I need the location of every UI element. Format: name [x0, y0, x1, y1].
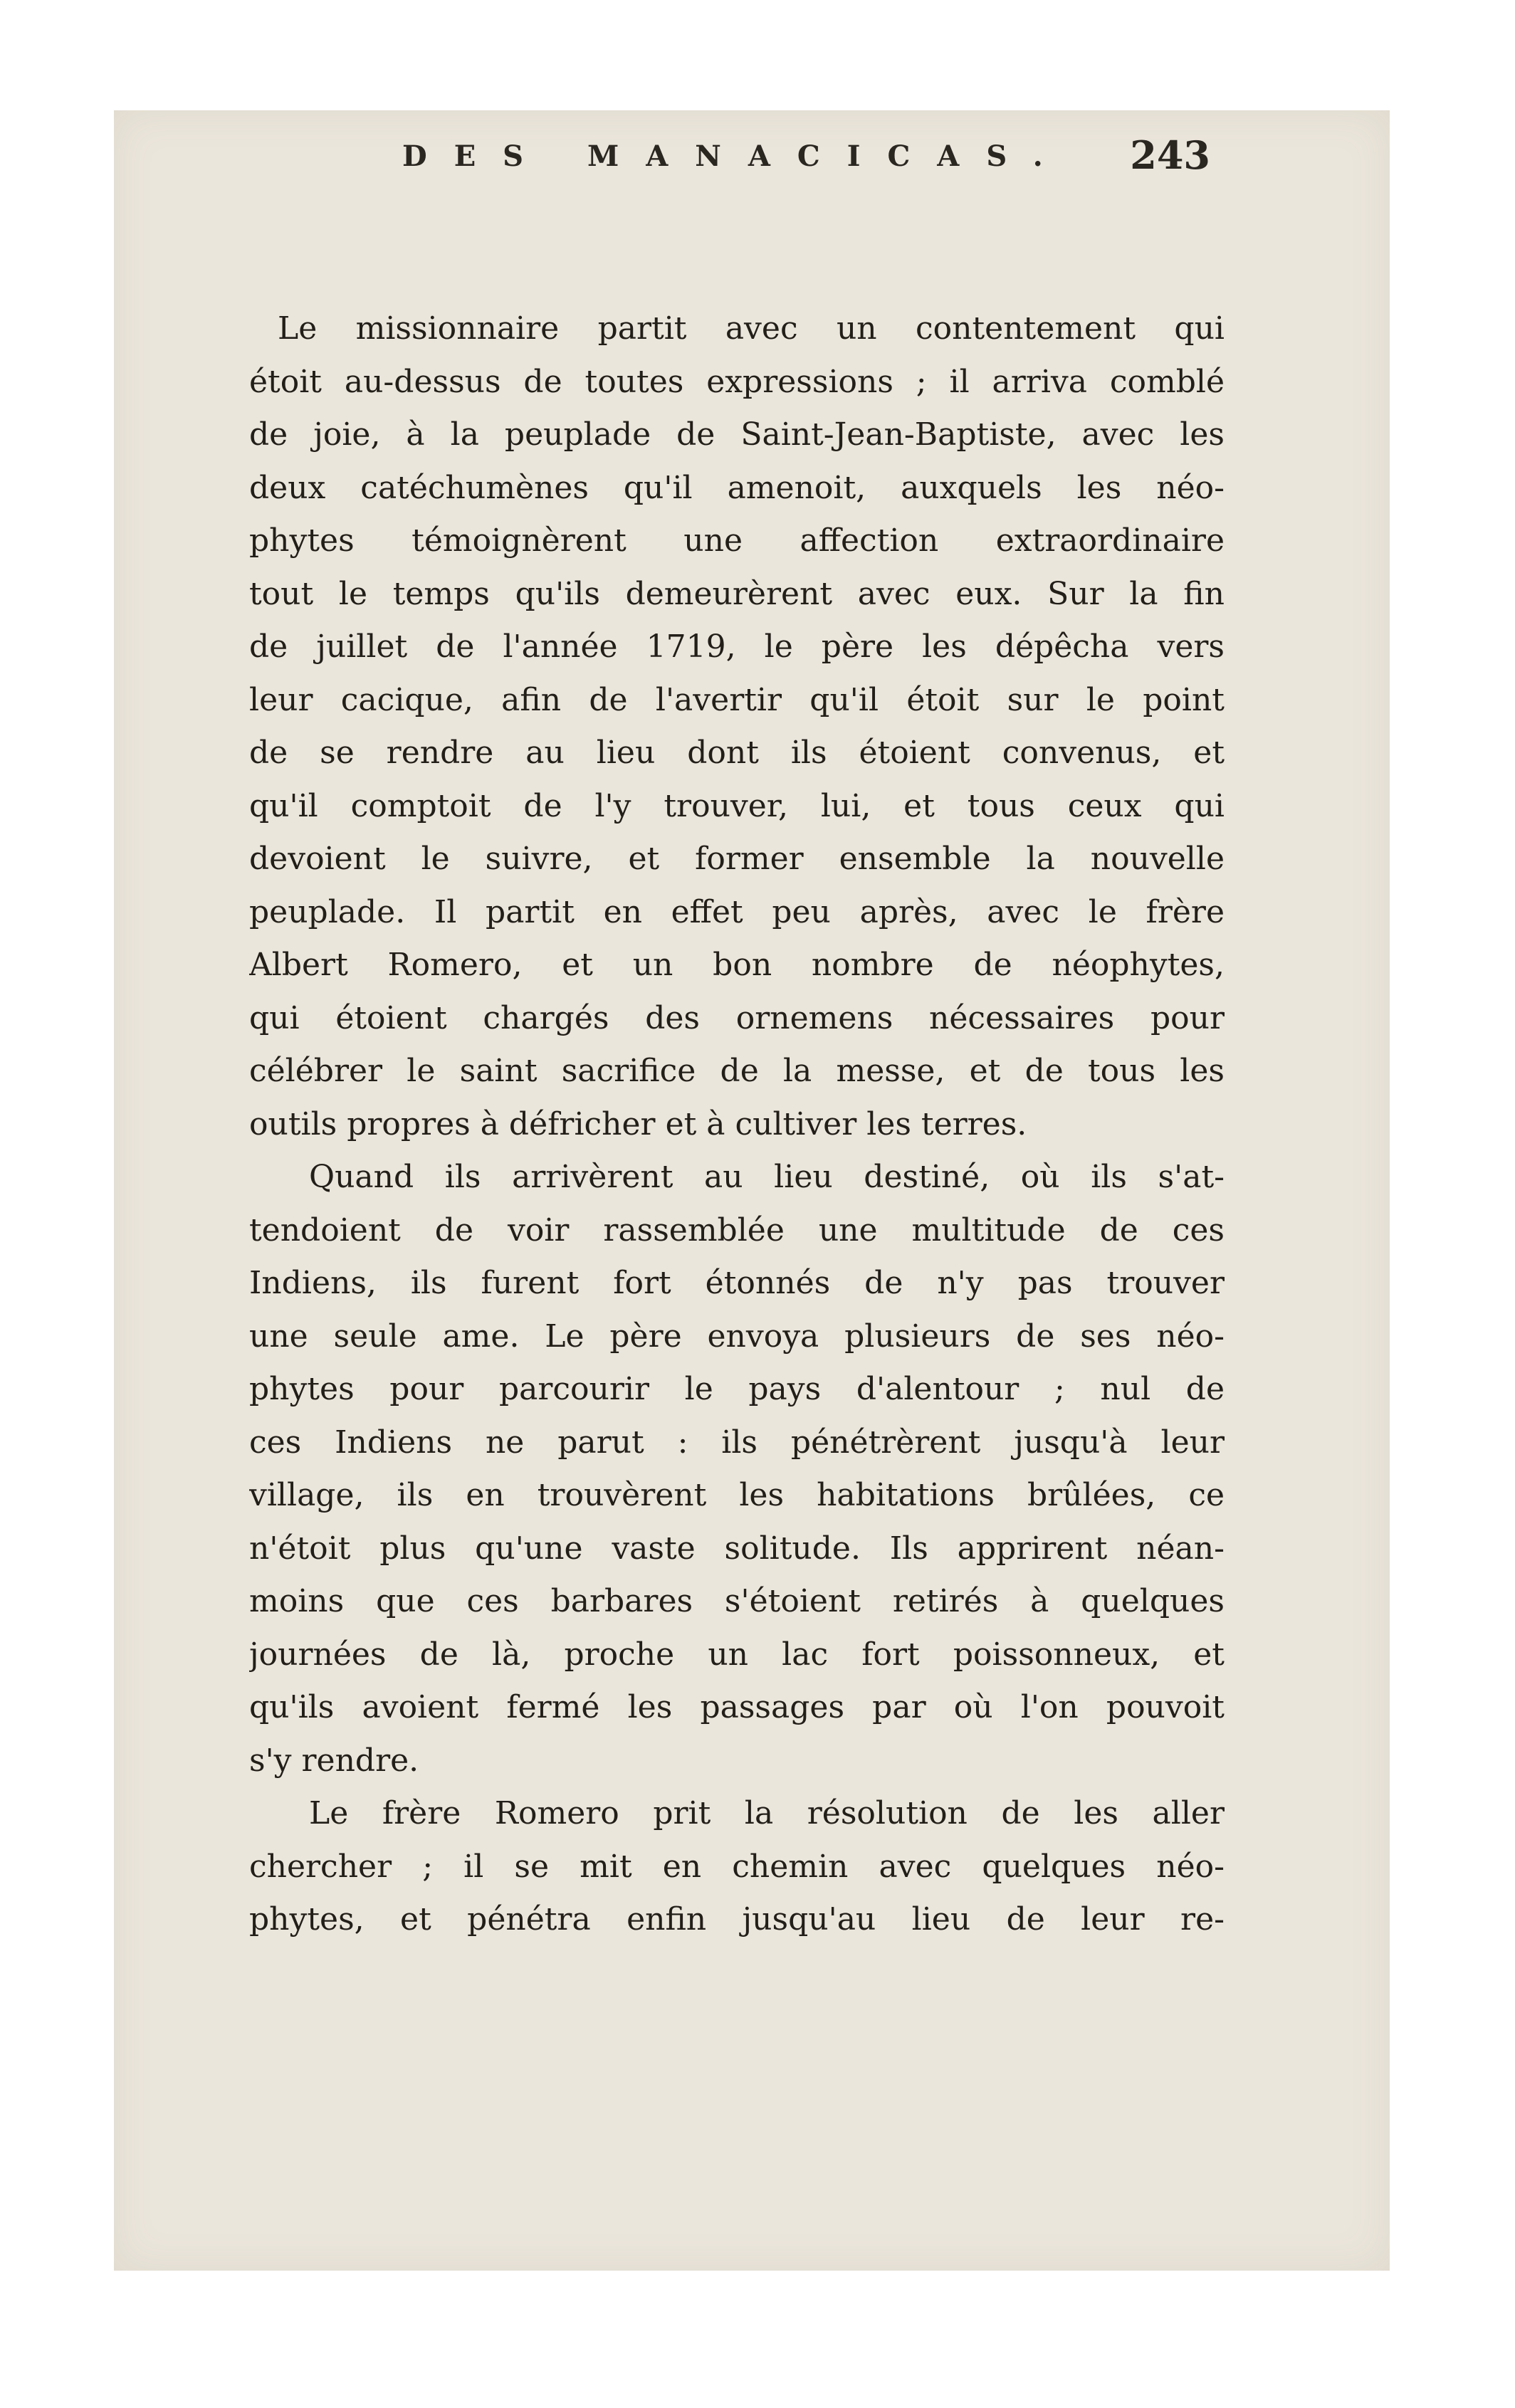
text-line: moins que ces barbares s'étoient retirés à quelques	[249, 1583, 1225, 1619]
text-line: phytes témoignèrent une affection extraordinaire	[249, 522, 1225, 559]
text-line: s'y rendre.	[249, 1742, 419, 1779]
page-header	[274, 127, 1239, 191]
page-number: 243	[1130, 132, 1210, 178]
text-line: leur cacique, afin de l'avertir qu'il étoit sur le point	[249, 681, 1225, 718]
text-line: outils propres à défricher et à cultiver les terres.	[249, 1105, 1027, 1142]
text-line: journées de là, proche un lac fort poissonneux, et	[249, 1636, 1225, 1673]
text-line: qu'il comptoit de l'y trouver, lui, et tous ceux qui	[249, 787, 1225, 824]
text-line: de se rendre au lieu dont ils étoient convenus, et	[249, 735, 1225, 771]
text-line: Le frère Romero prit la résolution de les aller	[309, 1795, 1225, 1831]
text-line: étoit au-dessus de toutes expressions ; il arriva comblé	[249, 363, 1225, 400]
text-line: qui étoient chargés des ornemens nécessaires pour	[249, 999, 1225, 1036]
text-line: devoient le suivre, et former ensemble la nouvelle	[249, 841, 1225, 877]
text-line: peuplade. Il partit en effet peu après, avec le frère	[249, 893, 1225, 930]
text-line: village, ils en trouvèrent les habitations brûlées, ce	[249, 1477, 1225, 1513]
body-text	[249, 303, 1225, 1947]
text-line: une seule ame. Le père envoya plusieurs de ses néo-	[249, 1318, 1225, 1355]
text-line: n'étoit plus qu'une vaste solitude. Ils apprirent néan-	[249, 1530, 1225, 1567]
text-line: chercher ; il se mit en chemin avec quelques néo-	[249, 1848, 1225, 1885]
text-line: de juillet de l'année 1719, le père les dépêcha vers	[249, 629, 1225, 665]
text-line: de joie, à la peuplade de Saint-Jean-Baptiste, avec les	[249, 416, 1225, 453]
text-line: Quand ils arrivèrent au lieu destiné, où ils s'at-	[309, 1159, 1225, 1195]
text-line: ces Indiens ne parut : ils pénétrèrent jusqu'à leur	[249, 1424, 1225, 1461]
text-line: tout le temps qu'ils demeurèrent avec eux. Sur la fin	[249, 575, 1225, 612]
text-line: Indiens, ils furent fort étonnés de n'y pas trouver	[249, 1265, 1225, 1301]
text-line: qu'ils avoient fermé les passages par où l'on pouvoit	[249, 1689, 1225, 1725]
text-line: Albert Romero, et un bon nombre de néophytes,	[249, 947, 1225, 983]
text-line: Le missionnaire partit avec un contentement qui	[278, 310, 1225, 347]
text-line: tendoient de voir rassemblée une multitude de ces	[249, 1211, 1225, 1248]
text-line: phytes pour parcourir le pays d'alentour ; nul de	[249, 1371, 1225, 1407]
text-line: célébrer le saint sacrifice de la messe, et de tous les	[249, 1053, 1225, 1089]
text-line: phytes, et pénétra enfin jusqu'au lieu de leur re-	[249, 1901, 1225, 1938]
running-title: DES MANACICAS.	[402, 140, 1070, 173]
text-line: deux catéchumènes qu'il amenoit, auxquels les néo-	[249, 469, 1225, 506]
